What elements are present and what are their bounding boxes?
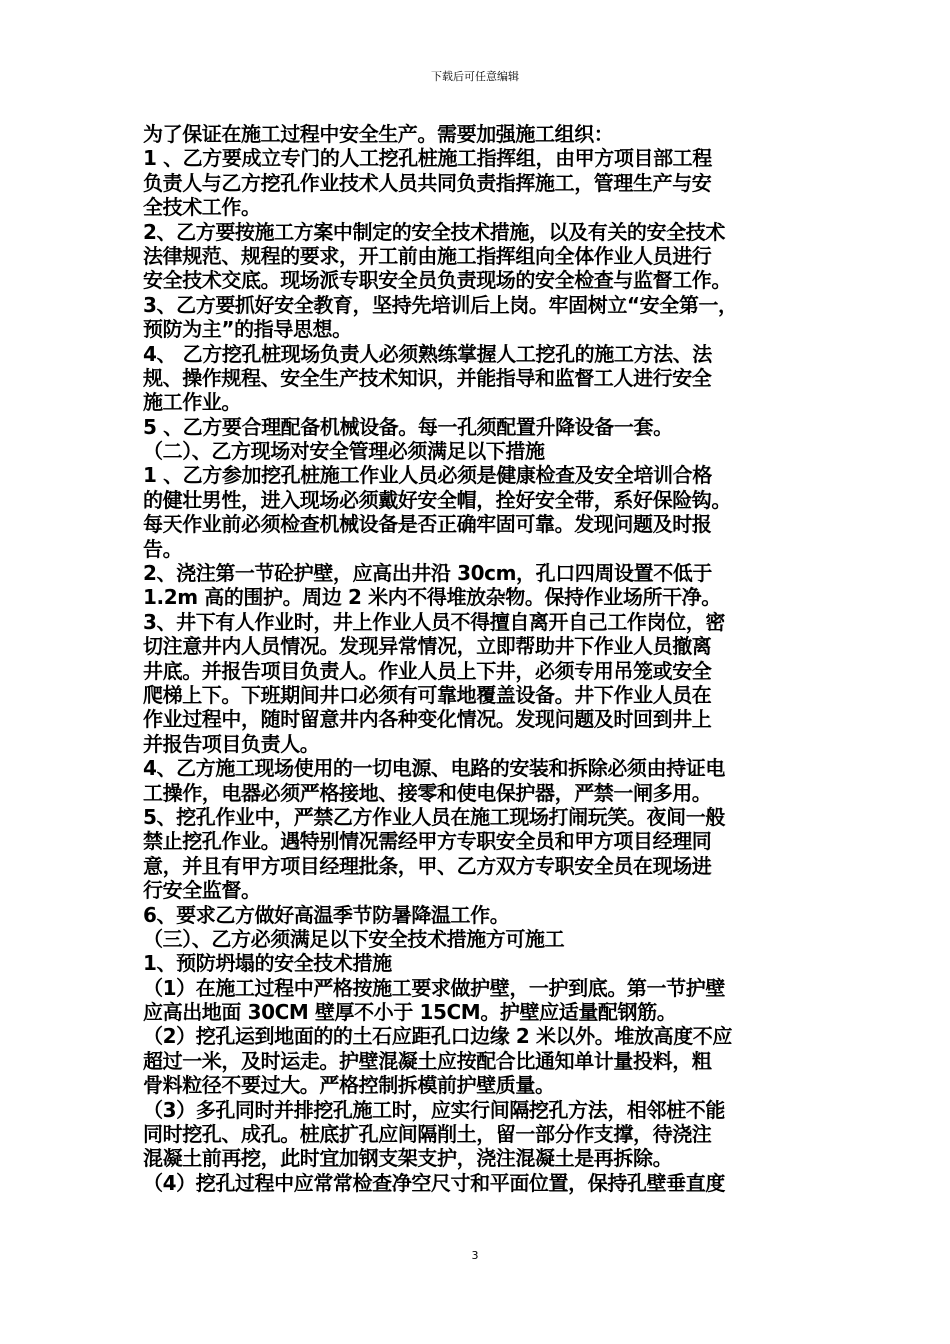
text-line: 4、乙方施工现场使用的一切电源、电路的安装和拆除必须由持证电 (143, 756, 725, 781)
text-line: 告。 (143, 536, 183, 561)
text-line: 井底。并报告项目负责人。作业人员上下井，必须专用吊笼或安全 (143, 658, 712, 683)
text-line: 超过一米，及时运走。护壁混凝土应按配合比通知单计量投料，粗 (143, 1048, 712, 1073)
text-line: 规、操作规程、安全生产技术知识，并能指导和监督工人进行安全 (143, 365, 712, 390)
text-line: 1 、乙方参加挖孔桩施工作业人员必须是健康检查及安全培训合格 (143, 463, 712, 488)
text-line: （4）挖孔过程中应常常检查净空尺寸和平面位置，保持孔壁垂直度 (143, 1170, 725, 1195)
text-line: 切注意井内人员情况。发现异常情况，立即帮助井下作业人员撤离 (143, 634, 712, 659)
text-line: 预防为主”的指导思想。 (143, 317, 352, 342)
page-header: 下载后可任意编辑 (431, 70, 519, 83)
text-line: 作业过程中，随时留意井内各种变化情况。发现问题及时回到井上 (143, 707, 712, 732)
text-line: 1 、乙方要成立专门的人工挖孔桩施工指挥组，由甲方项目部工程 (143, 146, 712, 171)
text-line: 为了保证在施工过程中安全生产。需要加强施工组织： (143, 122, 614, 146)
document-body (143, 122, 811, 1195)
text-line: 混凝土前再挖，此时宜加钢支架支护，浇注混凝土是再拆除。 (143, 1146, 673, 1171)
text-line: 爬梯上下。下班期间井口必须有可靠地覆盖设备。井下作业人员在 (143, 682, 712, 707)
text-line: 1、预防坍塌的安全技术措施 (143, 951, 392, 976)
text-line: 安全技术交底。现场派专职安全员负责现场的安全检查与监督工作。 (143, 268, 731, 293)
text-line: （2）挖孔运到地面的的土石应距孔口边缘 2 米以外。堆放高度不应 (143, 1024, 732, 1049)
text-line: 5、挖孔作业中，严禁乙方作业人员在施工现场打闹玩笑。夜间一般 (143, 804, 725, 829)
page-number: 3 (471, 1249, 479, 1262)
text-line: 每天作业前必须检查机械设备是否正确牢固可靠。发现问题及时报 (143, 512, 712, 537)
text-line: 负责人与乙方挖孔作业技术人员共同负责指挥施工，管理生产与安 (143, 170, 712, 195)
text-line: 2、乙方要按施工方案中制定的安全技术措施，以及有关的安全技术 (143, 219, 725, 244)
text-line: （二）、乙方现场对安全管理必须满足以下措施 (143, 439, 545, 464)
text-line: （三）、乙方必须满足以下安全技术措施方可施工 (143, 926, 565, 951)
text-line: 2、浇注第一节砼护壁，应高出井沿 30cm，孔口四周设置不低于 (143, 561, 713, 586)
text-line: 6、要求乙方做好高温季节防暑降温工作。 (143, 902, 510, 927)
text-line: 5 、乙方要合理配备机械设备。每一孔须配置升降设备一套。 (143, 414, 673, 439)
text-line: 3、井下有人作业时，井上作业人员不得擅自离开自己工作岗位，密 (143, 609, 725, 634)
text-line: 1.2m 高的围护。周边 2 米内不得堆放杂物。保持作业场所干净。 (143, 585, 721, 610)
text-line: 禁止挖孔作业。遇特别情况需经甲方专职安全员和甲方项目经理同 (143, 829, 712, 854)
text-line: 的健壮男性，进入现场必须戴好安全帽，拴好安全带，系好保险钩。 (143, 487, 731, 512)
text-line: 意，并且有甲方项目经理批条，甲、乙方双方专职安全员在现场进 (143, 853, 712, 878)
text-line: 同时挖孔、成孔。桩底扩孔应间隔削土，留一部分作支撑，待浇注 (143, 1122, 712, 1147)
text-line: 工操作，电器必须严格接地、接零和使电保护器，严禁一闸多用。 (143, 780, 712, 805)
text-line: 行安全监督。 (143, 878, 261, 903)
text-line: （3）多孔同时并排挖孔施工时，应实行间隔挖孔方法，相邻桩不能 (143, 1097, 725, 1122)
text-line: 并报告项目负责人。 (143, 731, 320, 756)
text-line: 法律规范、规程的要求，开工前由施工指挥组向全体作业人员进行 (143, 243, 712, 268)
text-line: 3、乙方要抓好安全教育，坚持先培训后上岗。牢固树立“安全第一， (143, 292, 738, 317)
text-line: 应高出地面 30CM 壁厚不小于 15CM。护壁应适量配钢筋。 (143, 1000, 677, 1025)
text-line: 4、 乙方挖孔桩现场负责人必须熟练掌握人工挖孔的施工方法、法 (143, 341, 712, 366)
text-line: 施工作业。 (143, 390, 241, 415)
text-line: 骨料粒径不要过大。严格控制拆模前护壁质量。 (143, 1073, 555, 1098)
text-line: （1）在施工过程中严格按施工要求做护壁，一护到底。第一节护壁 (143, 975, 725, 1000)
text-line: 全技术工作。 (143, 195, 261, 220)
